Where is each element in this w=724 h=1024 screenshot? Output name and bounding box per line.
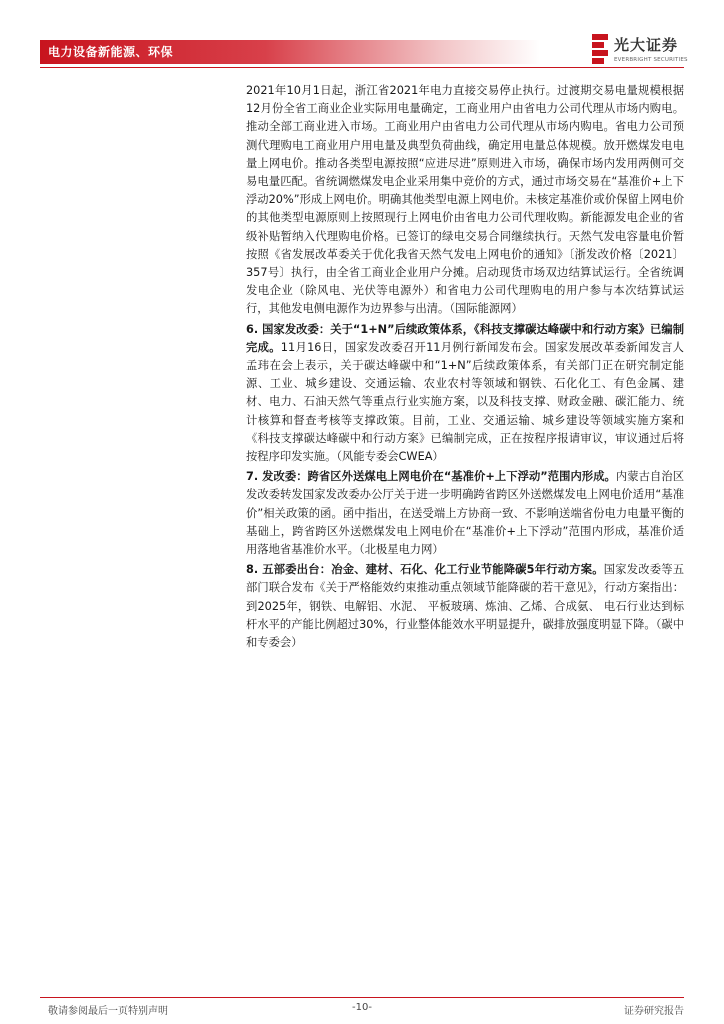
footer-divider <box>40 997 684 998</box>
news-item-6 <box>246 321 684 467</box>
news-item-heading: 7. 发改委：跨省区外送煤电上网电价在“基准价+上下浮动”范围内形成。 <box>246 470 616 484</box>
news-item-text: 11月16日，国家发改委召开11月例行新闻发布会。国家发展改革委新闻发言人孟玮在会上表示，关于碳达峰碳中和“1+N”后续政策体系，有关部门正在研究制定能源、工业、城乡建设、交通运输、农业农村等领域和钢铁、石化化工、有色金属、建材、电力、石油天然气等重点行业实施方案，以及科技支撑、财政金融、碳汇能力、统计核算和督查考核等支撑政策。目前，工业、交通运输、城乡建设等领域实施方案和《科技支撑碳达峰碳中和行动方案》已编制完成，正在按程序报请审议，审议通过后将按程序印发实施。（风能专委会CWEA） <box>246 340 684 464</box>
footer-report-type: 证券研究报告 <box>624 1006 684 1017</box>
logo-subtitle: EVERBRIGHT SECURITIES <box>614 57 688 63</box>
news-item-7 <box>246 468 684 559</box>
section-title: 电力设备新能源、环保 <box>48 45 174 59</box>
logo-mark-icon <box>592 34 608 64</box>
report-body <box>246 82 684 654</box>
news-item-heading: 6. 国家发改委：关于“1+N”后续政策体系，《科技支撑碳达峰碳中和行动方案》已编制完成。 <box>246 322 684 354</box>
page-number: -10- <box>352 1002 372 1013</box>
company-logo <box>592 34 692 68</box>
news-item-heading: 8. 五部委出台：冶金、建材、石化、化工行业节能降碳5年行动方案。 <box>246 563 604 577</box>
news-item-text: 内蒙古自治区发改委转发国家发改委办公厅关于进一步明确跨省跨区外送燃煤发电上网电价适用“基准价”相关政策的函。函中指出，在送受端上方协商一致、不影响送端省份电力电量平衡的基础上，跨省跨区外送燃煤发电上网电价在“基准价+上下浮动”范围内形成，基准价适用落地省基准价水平。（北极星电力网） <box>246 470 684 557</box>
logo-name: 光大证券 <box>614 36 679 54</box>
footer-disclaimer: 敬请参阅最后一页特别声明 <box>48 1006 168 1017</box>
header-divider <box>40 67 684 68</box>
news-item-8 <box>246 561 684 652</box>
intro-paragraph: 2021年10月1日起，浙江省2021年电力直接交易停止执行。过渡期交易电量规模根据12月份全省工商业企业实际用电量确定，工商业用户由省电力公司代理从市场内购电。推动全部工商业进入市场。工商业用户由省电力公司代理从市场内购电。省电力公司预测代理购电工商业用户用电量及典型负荷曲线，确定用电量总体规模。放开燃煤发电电量上网电价。推动各类型电源按照“应进尽进”原则进入市场，确保市场内发用两侧可交易电量匹配。省统调燃煤发电企业采用集中竞价的方式，通过市场交易在“基准价+上下浮动20%”形成上网电价。明确其他类型电源上网电价。未核定基准价或价保留上网电价的其他类型电源原则上按照现行上网电价由省电力公司代理收购。新能源发电企业的省级补贴暂纳入代理购电价格。已签订的绿电交易合同继续执行。天然气发电容量电价暂按照《省发展改革委关于优化我省天然气发电上网电价的通知》〔浙发改价格〔2021〕357号〕执行，由全省工商业企业用户分摊。启动现货市场双边结算试运行。全省统调发电企业（除风电、光伏等电源外）和省电力公司代理购电的用户参与本次结算试运行，其他发电侧电源作为边界参与出清。（国际能源网） <box>246 84 684 316</box>
news-item-text: 国家发改委等五部门联合发布《关于严格能效约束推动重点领域节能降碳的若干意见》，行动方案指出：到2025年，钢铁、电解铝、水泥、 平板玻璃、炼油、乙烯、合成氨、 电石行业达到标杆水平的产能比例超过30%，行业整体能效水平明显提升，碳排放强度明显下降。（碳中和专委会） <box>246 563 684 650</box>
